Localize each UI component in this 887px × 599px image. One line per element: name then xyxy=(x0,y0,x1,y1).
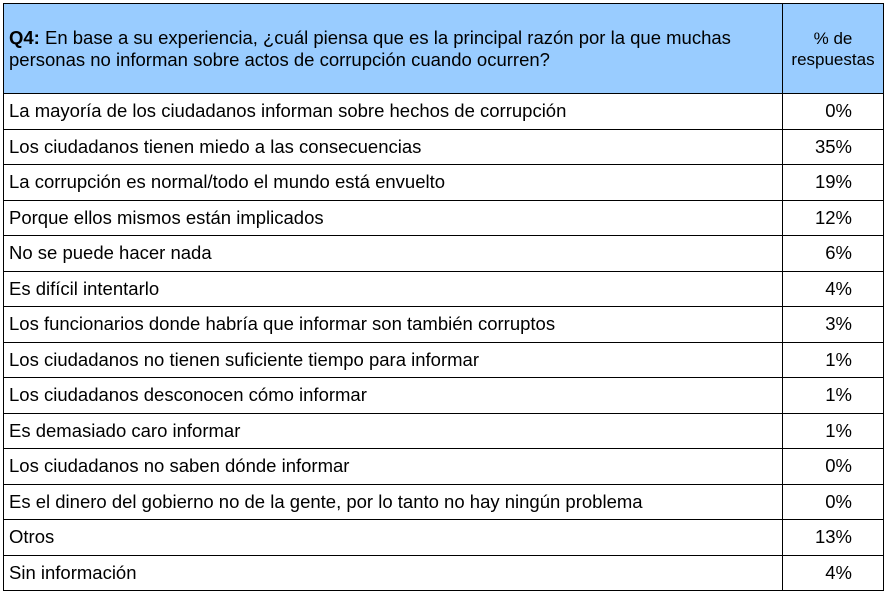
survey-results-table xyxy=(3,3,884,591)
table-row xyxy=(4,271,884,307)
percent-cell: 13% xyxy=(783,520,884,556)
table-row xyxy=(4,129,884,165)
table-row xyxy=(4,200,884,236)
answer-cell: Es difícil intentarlo xyxy=(4,271,783,307)
question-text: En base a su experiencia, ¿cuál piensa que es la principal razón por la que muchas personas no informan sobre actos de corrupción cuando ocurren? xyxy=(9,26,731,70)
answer-cell: Los ciudadanos tienen miedo a las consecuencias xyxy=(4,129,783,165)
answer-cell: No se puede hacer nada xyxy=(4,236,783,272)
answer-cell: Los ciudadanos no saben dónde informar xyxy=(4,449,783,485)
percent-header-cell: % de respuestas xyxy=(783,4,884,94)
answer-cell: La mayoría de los ciudadanos informan sobre hechos de corrupción xyxy=(4,94,783,130)
table-row xyxy=(4,378,884,414)
percent-cell: 1% xyxy=(783,413,884,449)
answer-cell: Es demasiado caro informar xyxy=(4,413,783,449)
percent-cell: 35% xyxy=(783,129,884,165)
answer-cell: Sin información xyxy=(4,555,783,591)
percent-cell: 19% xyxy=(783,165,884,201)
answer-cell: Los funcionarios donde habría que informar son también corruptos xyxy=(4,307,783,343)
percent-cell: 4% xyxy=(783,271,884,307)
table-row xyxy=(4,555,884,591)
percent-cell: 1% xyxy=(783,342,884,378)
question-header-cell xyxy=(4,4,783,94)
answer-cell: La corrupción es normal/todo el mundo está envuelto xyxy=(4,165,783,201)
table-row xyxy=(4,413,884,449)
percent-cell: 0% xyxy=(783,94,884,130)
table-row xyxy=(4,236,884,272)
table-row xyxy=(4,449,884,485)
percent-cell: 12% xyxy=(783,200,884,236)
table-row xyxy=(4,342,884,378)
percent-cell: 4% xyxy=(783,555,884,591)
percent-cell: 0% xyxy=(783,484,884,520)
answer-cell: Los ciudadanos desconocen cómo informar xyxy=(4,378,783,414)
percent-cell: 0% xyxy=(783,449,884,485)
answer-cell: Los ciudadanos no tienen suficiente tiempo para informar xyxy=(4,342,783,378)
percent-cell: 1% xyxy=(783,378,884,414)
table-row xyxy=(4,307,884,343)
table-row xyxy=(4,165,884,201)
table-row xyxy=(4,94,884,130)
table-row xyxy=(4,520,884,556)
table-header-row xyxy=(4,4,884,94)
percent-cell: 3% xyxy=(783,307,884,343)
answer-cell: Otros xyxy=(4,520,783,556)
answer-cell: Porque ellos mismos están implicados xyxy=(4,200,783,236)
table-row xyxy=(4,484,884,520)
percent-cell: 6% xyxy=(783,236,884,272)
question-label: Q4: xyxy=(9,26,40,48)
table-body xyxy=(4,94,884,591)
answer-cell: Es el dinero del gobierno no de la gente, por lo tanto no hay ningún problema xyxy=(4,484,783,520)
